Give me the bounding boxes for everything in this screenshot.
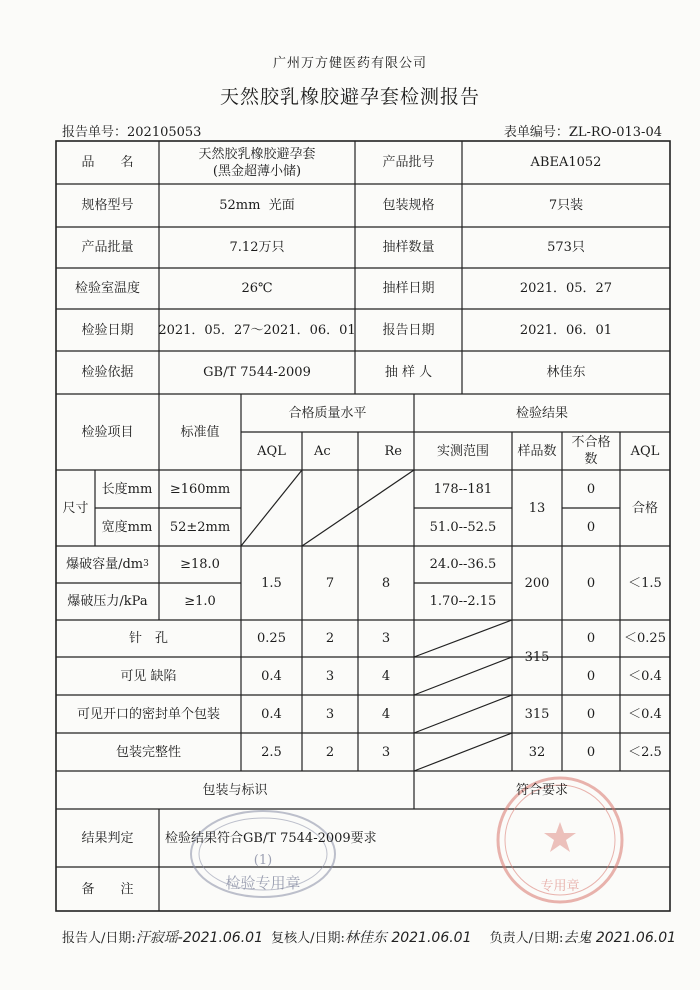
test-date-value: 2021．05．27～2021．06．01 — [158, 322, 356, 338]
seal-re: 4 — [381, 706, 391, 722]
defect-label: 可见 缺陷 — [120, 668, 177, 684]
burst-nonconforming: 0 — [586, 575, 596, 591]
burst-volume-superscript: 3 — [143, 559, 149, 569]
responsible-signature: 去鬼 2021.06.01 — [563, 930, 677, 946]
width-standard: 52±2mm — [169, 519, 231, 535]
integrity-aql: 2.5 — [261, 744, 282, 760]
spec-value: 52mm 光面 — [219, 198, 295, 213]
burst-pressure-range: 1.70--2.15 — [429, 594, 497, 609]
test-result-header: 检验结果 — [515, 405, 568, 421]
batch-no-value: ABEA1052 — [530, 155, 602, 170]
seal-aql: 0.4 — [261, 706, 282, 722]
standard-column-header: 标准值 — [180, 424, 220, 440]
ac-column-header: Ac — [314, 443, 331, 459]
pinhole-re: 3 — [381, 631, 391, 646]
integrity-ac: 2 — [325, 744, 335, 760]
size-result-aql: 合格 — [631, 500, 658, 516]
basis-value: GB/T 7544-2009 — [203, 365, 311, 380]
remarks-label: 备 注 — [81, 881, 134, 897]
item-column-header: 检验项目 — [81, 424, 134, 440]
responsible-label: 负责人/日期: — [489, 931, 564, 946]
batch-qty-label: 产品批量 — [81, 240, 134, 255]
seal-ac: 3 — [325, 706, 335, 722]
temp-label: 检验室温度 — [74, 281, 140, 296]
seal-nonconforming: 0 — [586, 706, 596, 722]
reviewer-signature: 林佳东 2021.06.01 — [344, 930, 472, 946]
sampler-value: 林佳东 — [546, 365, 586, 380]
burst-ac: 7 — [325, 575, 335, 591]
pinhole-label: 针 孔 — [128, 631, 168, 646]
burst-volume-standard: ≥18.0 — [180, 557, 220, 572]
basis-label: 检验依据 — [81, 365, 134, 380]
stamp-label: 检验专用章 — [225, 874, 301, 892]
defect-aql: 0.4 — [261, 668, 282, 684]
remarks-value — [159, 867, 670, 911]
reporter-label: 报告人/日期: — [62, 931, 136, 946]
burst-samples: 200 — [524, 575, 550, 591]
size-group-label: 尺寸 — [62, 500, 89, 516]
burst-pressure-label: 爆破压力/kPa — [67, 594, 148, 609]
seal-result: ＜0.4 — [628, 706, 662, 722]
length-label: 长度mm — [101, 481, 153, 497]
defect-ac: 3 — [325, 668, 335, 684]
size-samples: 13 — [528, 500, 546, 516]
length-range: 178--181 — [433, 481, 493, 497]
seal-samples: 315 — [524, 706, 550, 722]
marking-result: 符合要求 — [515, 782, 568, 798]
report-date-label: 报告日期 — [382, 322, 435, 338]
pack-label: 包装规格 — [382, 198, 435, 213]
length-nonconforming: 0 — [586, 481, 596, 497]
width-range: 51.0--52.5 — [429, 519, 497, 535]
burst-pressure-standard: ≥1.0 — [184, 594, 216, 609]
defect-result: ＜0.4 — [628, 668, 662, 684]
burst-re: 8 — [381, 575, 391, 591]
range-column-header: 实测范围 — [436, 443, 489, 459]
integrity-label: 包装完整性 — [115, 744, 181, 760]
pinhole-aql: 0.25 — [257, 631, 286, 646]
integrity-re: 3 — [381, 744, 391, 760]
test-date-label: 检验日期 — [81, 322, 134, 338]
svg-text:专用章: 专用章 — [540, 879, 580, 894]
defect-re: 4 — [381, 668, 391, 684]
temp-value: 26℃ — [241, 281, 273, 296]
result-aql-column-header: AQL — [630, 443, 660, 459]
product-name-value: 天然胶乳橡胶避孕套 (黑金超薄小储) — [198, 146, 316, 179]
aql-column-header: AQL — [257, 443, 286, 459]
re-column-header: Re — [384, 443, 402, 459]
report-title: 天然胶乳橡胶避孕套检测报告 — [219, 86, 480, 108]
burst-aql: 1.5 — [261, 575, 282, 591]
report-date-value: 2021．06．01 — [519, 322, 613, 338]
burst-result-aql: ＜1.5 — [628, 575, 662, 591]
width-nonconforming: 0 — [586, 519, 596, 535]
pinhole-nonconforming: 0 — [586, 631, 596, 646]
quality-level-header: 合格质量水平 — [288, 405, 367, 421]
report-number: 报告单号：202105053 — [62, 125, 202, 140]
marking-label: 包装与标识 — [202, 782, 268, 798]
pinhole-ac: 2 — [325, 631, 335, 646]
signature-line — [62, 927, 676, 947]
batch-qty-value: 7.12万只 — [229, 240, 285, 255]
sample-qty-value: 573只 — [547, 240, 585, 255]
pinhole-result: ＜0.25 — [624, 631, 666, 646]
integrity-result: ＜2.5 — [628, 744, 662, 760]
defect-nonconforming: 0 — [586, 668, 596, 684]
product-name-label: 品 名 — [81, 155, 134, 170]
sample-date-label: 抽样日期 — [382, 281, 435, 296]
integrity-nonconforming: 0 — [586, 744, 596, 760]
reviewer-label: 复核人/日期: — [271, 931, 345, 946]
samples-column-header: 样品数 — [517, 443, 557, 459]
nonconforming-column-header: 不合格 数 — [571, 435, 611, 467]
batch-no-label: 产品批号 — [382, 155, 435, 170]
width-label: 宽度mm — [101, 519, 153, 535]
sampler-label: 抽 样 人 — [384, 365, 433, 380]
burst-volume-label — [56, 546, 159, 583]
length-standard: ≥160mm — [169, 481, 231, 497]
seal-label: 可见开口的密封单个包装 — [76, 706, 220, 722]
pinhole-defect-samples: 315 — [524, 650, 550, 665]
pack-value: 7只装 — [548, 198, 584, 213]
conclusion-label: 结果判定 — [81, 830, 134, 846]
form-number: 表单编号：ZL-RO-013-04 — [503, 125, 662, 140]
stamp-number: (1) — [253, 853, 273, 868]
company-name: 广州万方健医药有限公司 — [272, 56, 427, 71]
spec-label: 规格型号 — [81, 198, 134, 213]
sample-date-value: 2021．05．27 — [519, 281, 613, 296]
conclusion-value: 检验结果符合GB/T 7544-2009要求 — [165, 830, 377, 846]
reporter-signature: 汗寂瑶-2021.06.01 — [135, 930, 263, 946]
burst-volume-range: 24.0--36.5 — [429, 557, 497, 572]
burst-volume-text: 爆破容量/dm — [66, 557, 144, 572]
integrity-samples: 32 — [528, 744, 546, 760]
sample-qty-label: 抽样数量 — [382, 240, 435, 255]
